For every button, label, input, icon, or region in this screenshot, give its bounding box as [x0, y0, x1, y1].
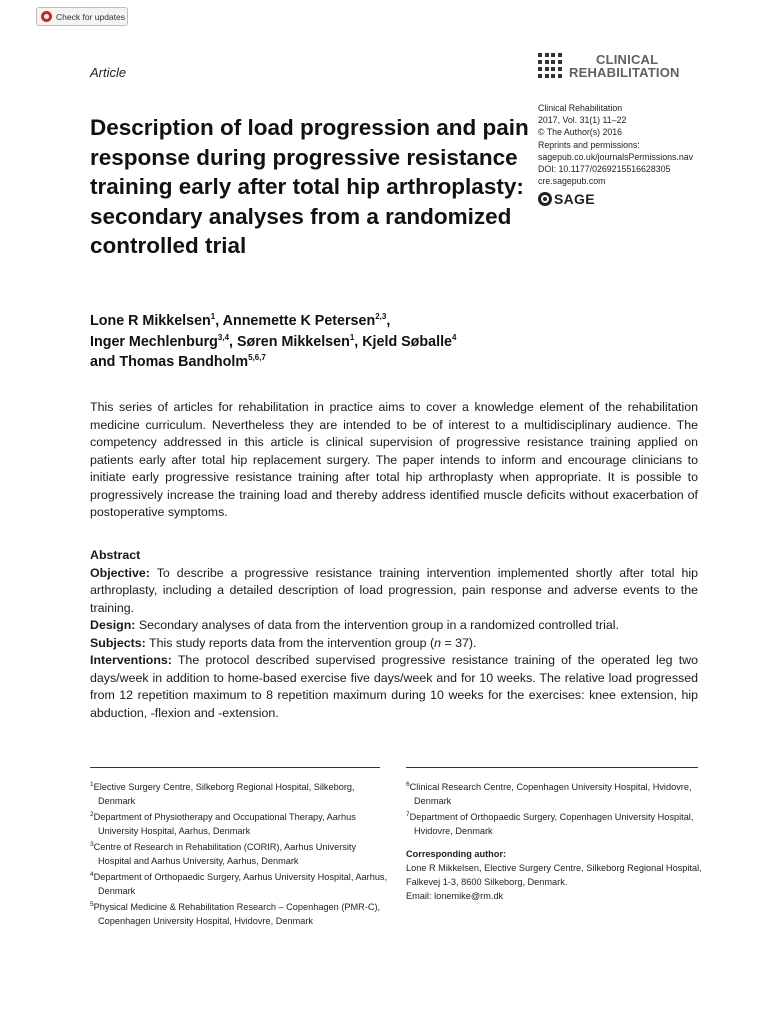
sage-logo: [538, 191, 595, 207]
affiliation-text: Department of Orthopaedic Surgery, Aarhus University Hospital, Aarhus, Denmark: [93, 872, 388, 897]
journal-name: Clinical Rehabilitation: [538, 103, 623, 113]
series-intro-paragraph: This series of articles for rehabilitation in practice aims to cover a knowledge element of the rehabilitation medicine curriculum. Nevertheless they are intended to be of interest to a multidisciplinary audience. The competency addressed in this article is clinical supervision of progressive resistance training applied on patients early after total hip replacement surgery. The paper intends to inform and encourage clinicians to initiate early progressive resistance training after total hip arthroplasty when appropriate. It is possible to progressively increase the training load and thereby address identified muscle deficits without exacerbation of postoperative symptoms.: [90, 400, 698, 519]
subjects-n: n: [434, 635, 442, 650]
affiliations-right: [406, 778, 706, 903]
affiliation-text: Elective Surgery Centre, Silkeborg Regional Hospital, Silkeborg, Denmark: [93, 782, 355, 807]
affiliation-text: Department of Orthopaedic Surgery, Copenhagen University Hospital, Hvidovre, Denmark: [409, 812, 694, 837]
interventions-text: The protocol described supervised progressive resistance training of the operated leg two days/week in addition to home-based exercise five days/week and for 10 weeks. The relative load progressed from 12 repetition maximum to 8 repetition maximum during 10 weeks for the exercises: knee extension, hip abduction, -flexion and -extension.: [90, 653, 698, 720]
abstract-heading: Abstract: [90, 548, 141, 562]
author-name: Kjeld Søballe: [362, 333, 452, 350]
author-name: Annemette K Petersen: [222, 313, 376, 329]
affiliation-footnote: [90, 868, 390, 898]
permissions-link[interactable]: sagepub.co.uk/journalsPermissions.nav: [538, 151, 694, 162]
journal-meta: [538, 102, 738, 187]
check-for-updates-button[interactable]: [36, 7, 128, 26]
objective-label: Objective:: [90, 565, 150, 580]
journal-citation: 2017, Vol. 31(1) 11–22: [538, 115, 627, 126]
sage-logo-text: SAGE: [554, 191, 595, 207]
affiliations-right-list: [406, 778, 706, 838]
author-name: Søren Mikkelsen: [236, 333, 350, 350]
journal-logo: [538, 52, 708, 82]
footnote-divider-right: [406, 767, 698, 768]
design-text: Secondary analyses of data from the intervention group in a randomized controlled trial.: [135, 618, 619, 632]
journal-logo-grid-icon: [538, 53, 562, 79]
affiliation-footnote: [406, 778, 706, 808]
doi[interactable]: DOI: 10.1177/0269215516628305: [538, 164, 671, 175]
affiliation-footnote: [90, 778, 390, 808]
author-name: Lone R Mikkelsen: [90, 313, 211, 329]
affiliation-text: Clinical Research Centre, Copenhagen University Hospital, Hvidovre, Denmark: [409, 782, 692, 807]
affiliation-number: 7: [406, 811, 410, 819]
affiliation-footnote: [90, 838, 390, 868]
affiliation-number: 5: [90, 901, 94, 909]
abstract-design: [90, 617, 698, 635]
abstract: [90, 547, 698, 722]
journal-copyright: © The Author(s) 2016: [538, 127, 623, 138]
abstract-subjects: [90, 635, 698, 653]
article-type-label: Article: [90, 65, 127, 80]
abstract-interventions: [90, 652, 698, 722]
affiliation-number: 4: [90, 871, 94, 879]
affiliation-footnote: [90, 898, 390, 928]
subjects-label: Subjects:: [90, 635, 146, 650]
objective-text: To describe a progressive resistance training intervention implemented shortly after total hip arthroplasty, including a detailed description of load progression, pain response and adverse events to the training.: [90, 565, 698, 615]
article-title: Description of load progression and pain response during progressive resistance training early after total hip arthroplasty: secondary analyses from a randomized controlled trial: [90, 115, 529, 258]
subjects-text-after: = 37).: [441, 635, 477, 650]
author-name: Thomas Bandholm: [119, 354, 249, 370]
corresponding-author-email[interactable]: Email: lonemike@rm.dk: [406, 891, 504, 902]
journal-logo-line2: REHABILITATION: [569, 65, 680, 80]
affiliation-text: Centre of Research in Rehabilitation (CORIR), Aarhus University Hospital and Aarhus University, Aarhus, Denmark: [93, 842, 357, 867]
corresponding-author-address: Lone R Mikkelsen, Elective Surgery Centre, Silkeborg Regional Hospital, Falkevej 1-3, 8600 Silkeborg, Denmark.: [406, 863, 702, 888]
journal-site-link[interactable]: cre.sagepub.com: [538, 176, 606, 187]
affiliation-footnote: [90, 808, 390, 838]
design-label: Design:: [90, 618, 136, 632]
affiliation-footnote: [406, 808, 706, 838]
affiliation-number: 1: [90, 781, 94, 788]
author-list: Lone R Mikkelsen$^1$, Annemette K Petersen$^{2,3}$, Inger Mechlenburg$^{3,4}$, Søren Mikkelsen$^1$, Kjeld Søballe$^4$ and Thomas Bandholm$^{5,6,7}$: [90, 312, 457, 370]
footnote-divider-left: [90, 767, 380, 768]
affiliation-number: 2: [90, 811, 94, 819]
subjects-text-before: This study reports data from the intervention group (: [145, 635, 435, 650]
author-affiliation-marker: 1: [210, 312, 216, 322]
author-name: Inger Mechlenburg: [90, 333, 218, 350]
corresponding-author-heading: Corresponding author:: [406, 849, 507, 860]
journal-logo-line1: CLINICAL: [596, 52, 659, 67]
author-affiliation-marker: 1: [349, 332, 355, 342]
author-affiliation-marker: 2,3: [375, 312, 387, 322]
abstract-objective: [90, 565, 698, 618]
sage-logo-icon: [538, 192, 552, 206]
author-affiliation-marker: 4: [452, 332, 457, 342]
affiliation-number: 6: [406, 781, 410, 788]
reprints-label: Reprints and permissions:: [538, 139, 640, 150]
author-affiliation-marker: 3,4: [217, 332, 230, 342]
affiliations-left: [90, 778, 390, 928]
author-affiliation-marker: 5,6,7: [248, 353, 266, 363]
affiliation-text: Physical Medicine & Rehabilitation Research – Copenhagen (PMR-C), Copenhagen University Hospital, Hvidovre, Denmark: [93, 902, 381, 927]
crossmark-icon: [41, 11, 52, 22]
affiliation-number: 3: [90, 841, 94, 849]
affiliation-text: Department of Physiotherapy and Occupational Therapy, Aarhus University Hospital, Aarhus, Denmark: [93, 812, 356, 837]
check-for-updates-label: Check for updates: [56, 11, 125, 22]
interventions-label: Interventions:: [90, 653, 172, 667]
